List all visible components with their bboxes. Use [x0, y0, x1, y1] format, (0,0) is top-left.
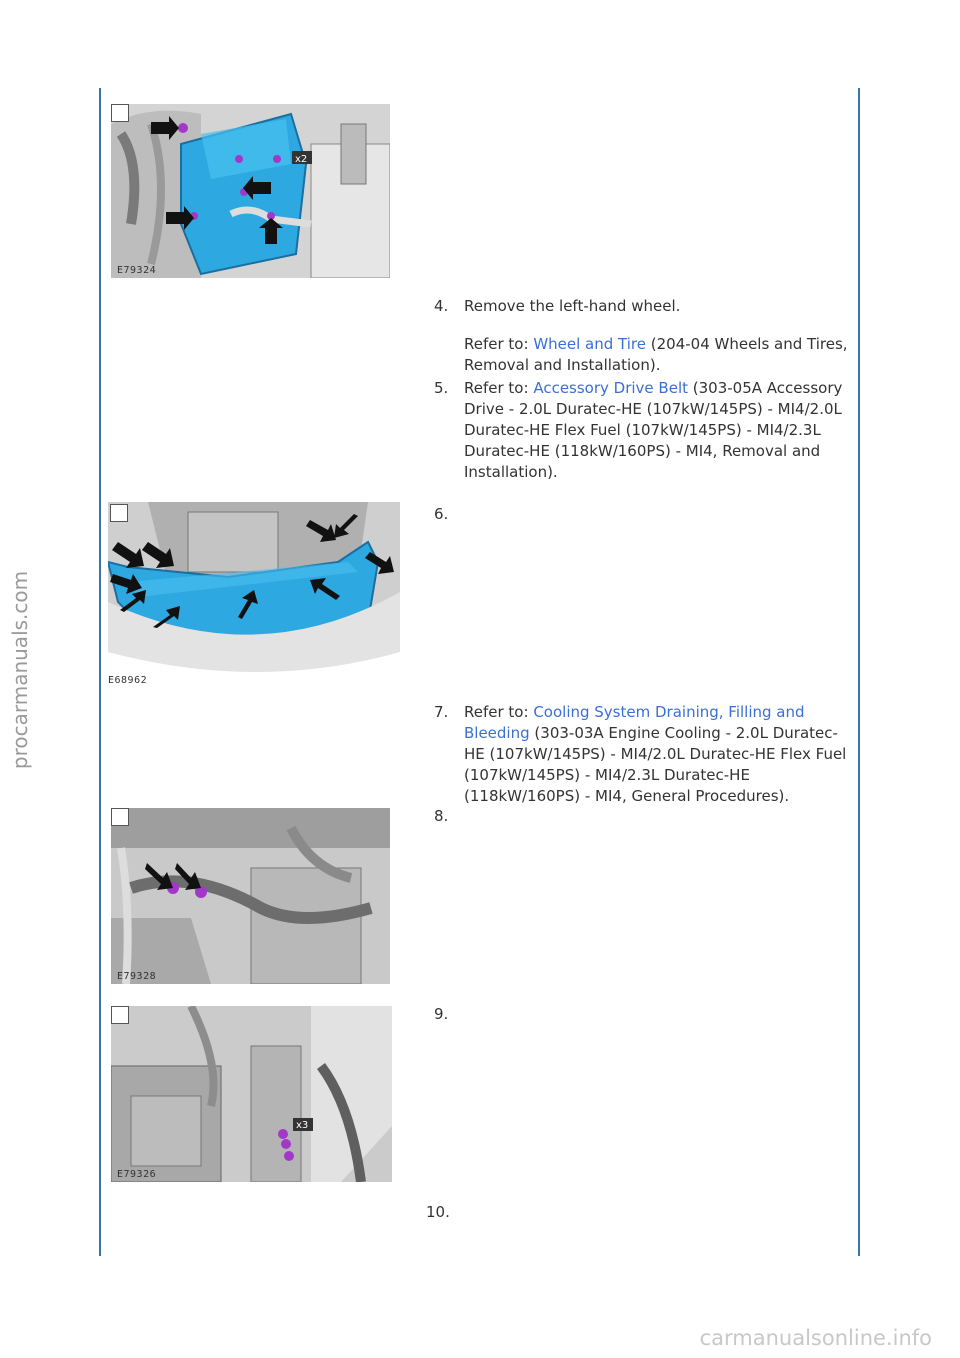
zoom-icon[interactable] — [111, 104, 129, 122]
step-text: Remove the left-hand wheel. — [464, 297, 681, 315]
step-number: 7. — [434, 703, 449, 721]
link-cooling-system-draining[interactable]: Cooling System Draining, Filling and Bleeding — [464, 703, 805, 742]
reference-detail: (303-03A Engine Cooling - 2.0L Duratec-HE (107kW/145PS) - MI4/2.0L Duratec-HE Flex Fuel (107kW/145PS) - MI4/2.3L Duratec-HE (118kW/160PS) - MI4, General Procedures). — [464, 724, 847, 805]
step-number: 6. — [434, 505, 449, 523]
zoom-icon[interactable] — [110, 504, 128, 522]
coolant-hose-illustration — [111, 808, 390, 984]
fastener-count-callout: x3 — [296, 1120, 309, 1131]
step-4 — [434, 296, 854, 376]
figure-coolant-hose — [111, 808, 390, 984]
step-7 — [434, 702, 854, 807]
side-watermark-text: procarmanuals.com — [8, 570, 32, 770]
refer-label: Refer to: — [464, 703, 529, 721]
reference-detail: (204-04 Wheels and Tires, Removal and Installation). — [464, 335, 848, 374]
step-number: 4. — [434, 297, 449, 315]
bottom-watermark: carmanualsonline.info — [699, 1326, 932, 1350]
step-number: 10. — [426, 1203, 450, 1221]
undertray-illustration — [108, 502, 400, 692]
figure-engine-bay — [111, 1006, 392, 1182]
link-wheel-and-tire[interactable]: Wheel and Tire — [533, 335, 646, 353]
figure-code: E79324 — [117, 265, 157, 276]
battery-tray-illustration — [111, 104, 390, 278]
step-number: 8. — [434, 807, 449, 825]
figure-code: E79326 — [117, 1169, 157, 1180]
figure-code: E68962 — [108, 675, 148, 686]
step-number: 9. — [434, 1005, 449, 1023]
link-accessory-drive-belt[interactable]: Accessory Drive Belt — [533, 379, 688, 397]
right-margin-rule — [858, 88, 860, 1256]
reference-detail: (303-05A Accessory Drive - 2.0L Duratec-HE (107kW/145PS) - MI4/2.0L Duratec-HE Flex Fuel (107kW/145PS) - MI4/2.3L Duratec-HE (118kW/160PS) - MI4, Removal and Installation). — [464, 379, 843, 481]
figure-undertray — [108, 502, 400, 692]
refer-label: Refer to: — [464, 335, 529, 353]
refer-label: Refer to: — [464, 379, 529, 397]
zoom-icon[interactable] — [111, 808, 129, 826]
side-watermark — [0, 560, 40, 780]
engine-bay-illustration — [111, 1006, 392, 1182]
step-number: 5. — [434, 379, 449, 397]
figure-code: E79328 — [117, 971, 157, 982]
step-5 — [434, 378, 854, 483]
fastener-count-callout: x2 — [295, 154, 308, 165]
step-reference — [464, 334, 854, 376]
left-margin-rule — [99, 88, 101, 1256]
zoom-icon[interactable] — [111, 1006, 129, 1024]
figure-battery-tray — [111, 104, 390, 278]
